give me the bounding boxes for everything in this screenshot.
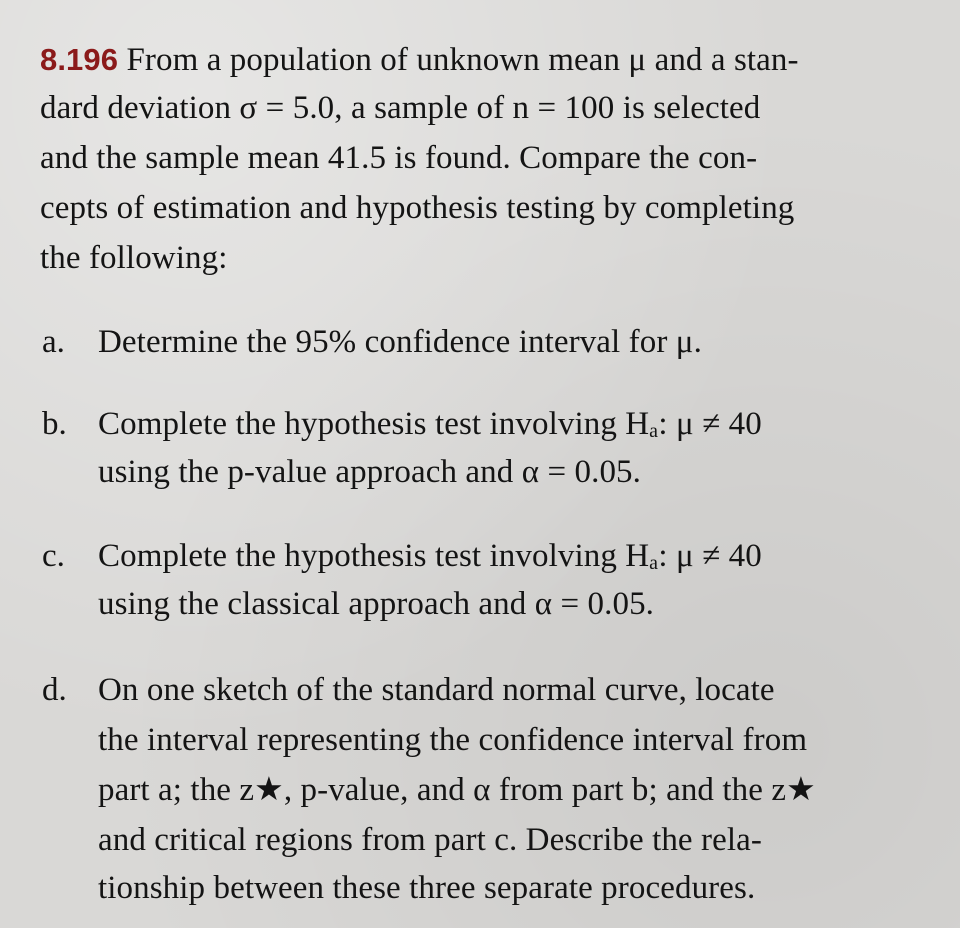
part-d-line-5: tionship between these three separate procedures. [98,870,756,906]
problem-intro-line-1 [40,40,799,80]
intro-text-1: From a population of unknown mean μ and a stan- [126,42,799,78]
part-d-letter: d. [42,672,67,708]
part-d-line-3: part a; the z★, p-value, and α from part b; and the z★ [98,772,816,808]
part-a-letter: a. [42,324,65,360]
part-c-letter: c. [42,538,65,574]
problem-intro-line-2: dard deviation σ = 5.0, a sample of n = 100 is selected [40,90,761,126]
part-d-line-2: the interval representing the confidence interval from [98,722,808,758]
part-c-line-2: using the classical approach and α = 0.05. [98,586,655,622]
part-b-line-1: Complete the hypothesis test involving Hₐ: μ ≠ 40 [98,406,762,442]
part-b-line-2: using the p-value approach and α = 0.05. [98,454,642,490]
problem-intro-line-3: and the sample mean 41.5 is found. Compare the con- [40,140,758,176]
problem-intro-line-5: the following: [40,240,228,276]
part-d-line-1: On one sketch of the standard normal curve, locate [98,672,775,708]
part-b-letter: b. [42,406,67,442]
problem-number: 8.196 [40,42,119,77]
part-c-line-1: Complete the hypothesis test involving Hₐ: μ ≠ 40 [98,538,762,574]
part-d-line-4: and critical regions from part c. Describe the rela- [98,822,762,858]
problem-intro-line-4: cepts of estimation and hypothesis testing by completing [40,190,795,226]
part-a-line-1: Determine the 95% confidence interval for μ. [98,324,702,360]
